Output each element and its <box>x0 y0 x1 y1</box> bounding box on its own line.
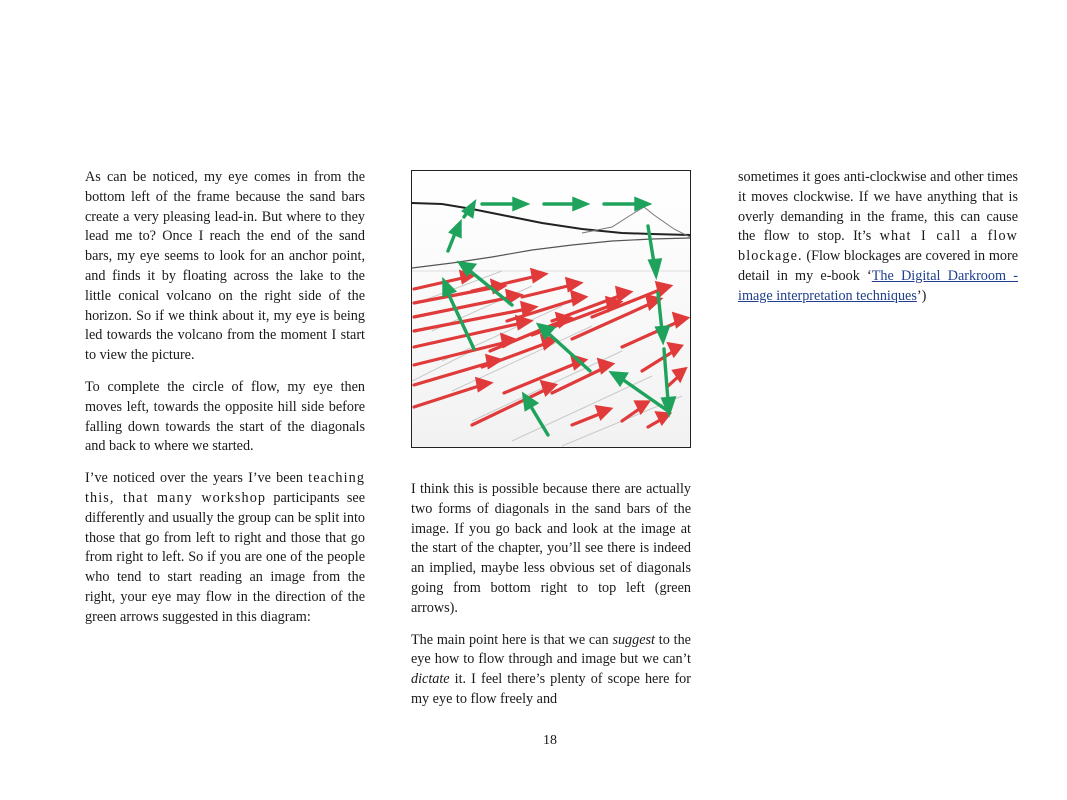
right-paragraph-1-spaced: what I call a flow blockage. <box>738 228 1018 265</box>
left-paragraph-2: To complete the circle of flow, my eye then moves left, towards the opposite hill side before falling down towards the start of the diagonals and back to where we started. <box>85 378 365 455</box>
flow-diagram-figure <box>411 170 691 448</box>
middle-paragraph-2-c: it. I feel there’s plenty of scope here for my eye to flow freely and <box>411 671 691 707</box>
page-number: 18 <box>543 733 557 748</box>
middle-paragraph-2-b: to the eye how to flow through and image but we can’t <box>411 631 691 668</box>
right-column <box>738 168 1018 319</box>
left-column <box>85 168 365 640</box>
right-paragraph-1-a: sometimes it goes anti-clockwise and other times it moves clockwise. If we have anything that is overly demanding in the frame, this can cause the flow to stop. It’s <box>738 169 1018 245</box>
flow-diagram-svg <box>412 171 690 447</box>
left-paragraph-3-start: I’ve noticed over the years I’ve been <box>85 470 303 487</box>
left-paragraph-3-spaced: teaching this, that many workshop <box>85 470 366 506</box>
right-paragraph-1-b: (Flow blockages are covered in more detail in my e-book ‘ <box>738 248 1018 284</box>
left-paragraph-3-rest: participants see differently and usually the group can be split into those that go from left to right and those that go from right to left. So if you are one of the people who tend to start reading an image from the right, your eye may flow in the direction of the green arrows suggested in this diagram: <box>85 489 365 625</box>
left-paragraph-3 <box>85 469 365 627</box>
left-paragraph-1: As can be noticed, my eye comes in from the bottom left of the frame because the sand bars create a very pleasing lead-in. But where to they lead me to? Once I reach the end of the sand bars, my eye seems to look for an anchor point, and finds it by floating across the lake to the little conical volcano on the right side of the horizon. So if we think about it, my eye is being led towards the volcano from the moment I start to view the picture. <box>85 169 365 364</box>
middle-column <box>411 480 691 722</box>
emphasis-suggest: suggest <box>612 631 655 648</box>
middle-paragraph-2-a: The main point here is that we can <box>411 631 613 648</box>
emphasis-dictate: dictate <box>411 671 450 688</box>
right-paragraph-1 <box>738 168 1018 307</box>
ebook-link[interactable]: The Digital Darkroom - image interpretation techniques <box>738 267 1018 304</box>
middle-paragraph-2 <box>411 631 691 710</box>
right-paragraph-1-c: ’) <box>916 287 927 304</box>
middle-paragraph-1: I think this is possible because there are actually two forms of diagonals in the sand bars of the image. If you go back and look at the image at the start of the chapter, you’ll see there is indeed an implied, maybe less obvious set of diagonals going from bottom right to top left (green arrows). <box>411 481 691 616</box>
